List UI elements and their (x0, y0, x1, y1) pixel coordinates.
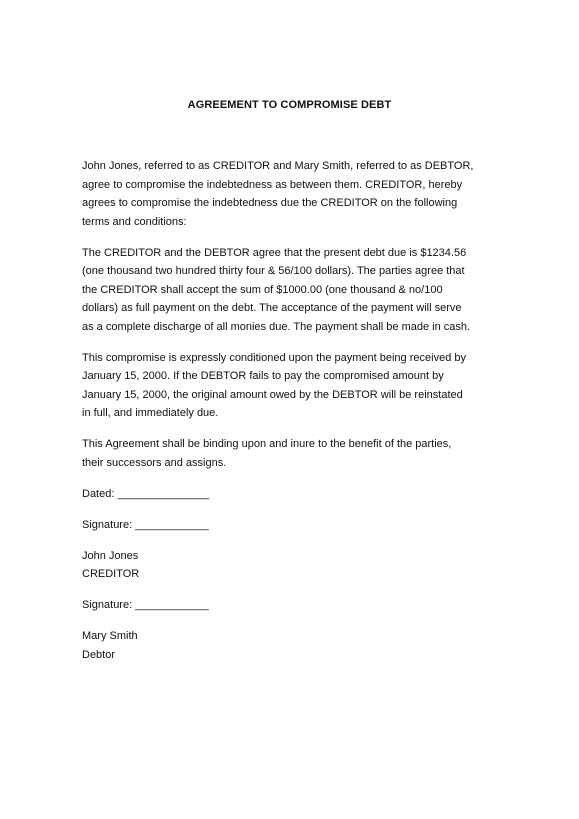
paragraph-binding (82, 435, 512, 472)
paragraph-line: terms and conditions: (82, 215, 187, 228)
paragraph-line: dollars) as full payment on the debt. The acceptance of the payment will serve (82, 302, 462, 314)
paragraph-line: in full, and immediately due. (82, 407, 219, 419)
paragraph-parties (82, 157, 512, 231)
document-title: AGREEMENT TO COMPROMISE DEBT (187, 99, 392, 111)
paragraph-line: their successors and assigns. (82, 456, 227, 469)
paragraph-line: agrees to compromise the indebtedness due the CREDITOR on the following (82, 197, 458, 209)
dated-field: Dated: _______________ (82, 487, 210, 500)
paragraph-line: the CREDITOR shall accept the sum of $1000.00 (one thousand & no/100 (82, 283, 443, 296)
debtor-name: Mary Smith (82, 630, 138, 642)
paragraph-line: as a complete discharge of all monies due. The payment shall be made in cash. (82, 320, 471, 333)
debtor-signature-field: Signature: ____________ (82, 599, 209, 611)
paragraph-line: (one thousand two hundred thirty four & 56/100 dollars). The parties agree that (82, 265, 465, 277)
paragraph-line: agree to compromise the indebtedness as between them. CREDITOR, hereby (82, 178, 463, 191)
paragraph-line: January 15, 2000. If the DEBTOR fails to pay the compromised amount by (82, 370, 444, 382)
paragraph-debt-terms (82, 244, 512, 337)
creditor-role: CREDITOR (82, 568, 140, 580)
creditor-name: John Jones (82, 549, 139, 562)
debtor-role: Debtor (82, 648, 116, 661)
creditor-signature-field: Signature: ____________ (82, 518, 209, 531)
paragraph-line: The CREDITOR and the DEBTOR agree that the present debt due is $1234.56 (82, 246, 467, 259)
paragraph-line: January 15, 2000, the original amount owed by the DEBTOR will be reinstated (82, 388, 463, 401)
paragraph-condition (82, 349, 512, 423)
creditor-block (82, 547, 512, 584)
paragraph-line: This Agreement shall be binding upon and inure to the benefit of the parties, (82, 438, 452, 450)
paragraph-line: This compromise is expressly conditioned upon the payment being received by (82, 351, 466, 364)
paragraph-line: John Jones, referred to as CREDITOR and Mary Smith, referred to as DEBTOR, (82, 160, 474, 172)
debtor-block (82, 627, 512, 664)
document-body (82, 157, 512, 677)
